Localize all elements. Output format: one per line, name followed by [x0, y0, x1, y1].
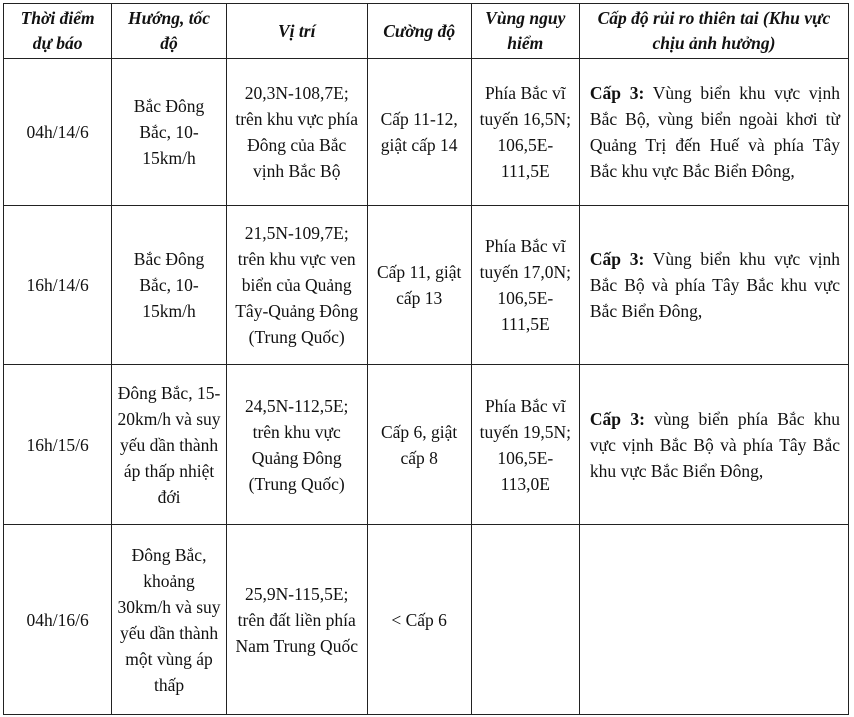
cell-time: 04h/16/6 [4, 525, 112, 715]
cell-intensity: Cấp 11-12, giật cấp 14 [367, 59, 471, 206]
risk-level-label: Cấp 3: [589, 249, 645, 269]
header-intensity: Cường độ [367, 4, 471, 59]
cell-direction-speed: Bắc Đông Bắc, 10-15km/h [112, 59, 227, 206]
cell-danger-zone: Phía Bắc vĩ tuyến 17,0N; 106,5E-111,5E [471, 206, 579, 365]
risk-level-label: Cấp 3: [589, 408, 645, 429]
cell-risk [579, 365, 848, 525]
table-row [4, 365, 849, 525]
cell-time: 16h/14/6 [4, 206, 112, 365]
header-row [4, 4, 849, 59]
header-direction-speed: Hướng, tốc độ [112, 4, 227, 59]
cell-risk [579, 59, 848, 206]
cell-direction-speed: Đông Bắc, khoảng 30km/h và suy yếu dần thành một vùng áp thấp [112, 525, 227, 715]
cell-position: 20,3N-108,7E; trên khu vực phía Đông của Bắc vịnh Bắc Bộ [226, 59, 367, 206]
header-position: Vị trí [226, 4, 367, 59]
risk-level-label: Cấp 3: [589, 83, 645, 103]
header-risk-level: Cấp độ rủi ro thiên tai (Khu vực chịu ảnh hưởng) [579, 4, 848, 59]
cell-time: 04h/14/6 [4, 59, 112, 206]
cell-intensity: < Cấp 6 [367, 525, 471, 715]
cell-intensity: Cấp 6, giật cấp 8 [367, 365, 471, 525]
risk-area-text: Vùng biển khu vực vịnh Bắc Bộ, vùng biển ngoài khơi từ Quảng Trị đến Huế và phía Tây Bắc khu vực Bắc Biển Đông, [589, 83, 840, 181]
table-row [4, 206, 849, 365]
forecast-table [3, 3, 849, 715]
cell-position: 24,5N-112,5E; trên khu vực Quảng Đông (Trung Quốc) [226, 365, 367, 525]
cell-danger-zone: Phía Bắc vĩ tuyến 16,5N; 106,5E-111,5E [471, 59, 579, 206]
cell-position: 21,5N-109,7E; trên khu vực ven biển của Quảng Tây-Quảng Đông (Trung Quốc) [226, 206, 367, 365]
cell-direction-speed: Đông Bắc, 15-20km/h và suy yếu dần thành áp thấp nhiệt đới [112, 365, 227, 525]
table-row [4, 525, 849, 715]
cell-position: 25,9N-115,5E; trên đất liền phía Nam Trung Quốc [226, 525, 367, 715]
cell-time: 16h/15/6 [4, 365, 112, 525]
cell-risk [579, 206, 848, 365]
header-time: Thời điểm dự báo [4, 4, 112, 59]
cell-danger-zone [471, 525, 579, 715]
cell-danger-zone: Phía Bắc vĩ tuyến 19,5N; 106,5E-113,0E [471, 365, 579, 525]
risk-area-text: vùng biển phía Bắc khu vực vịnh Bắc Bộ và phía Tây Bắc khu vực Bắc Biển Đông, [589, 408, 841, 481]
cell-risk [579, 525, 848, 715]
table-row [4, 59, 849, 206]
risk-area-text: Vùng biển khu vực vịnh Bắc Bộ và phía Tây Bắc khu vực Bắc Biển Đông, [589, 249, 840, 321]
header-danger-zone: Vùng nguy hiểm [471, 4, 579, 59]
cell-direction-speed: Bắc Đông Bắc, 10-15km/h [112, 206, 227, 365]
cell-intensity: Cấp 11, giật cấp 13 [367, 206, 471, 365]
